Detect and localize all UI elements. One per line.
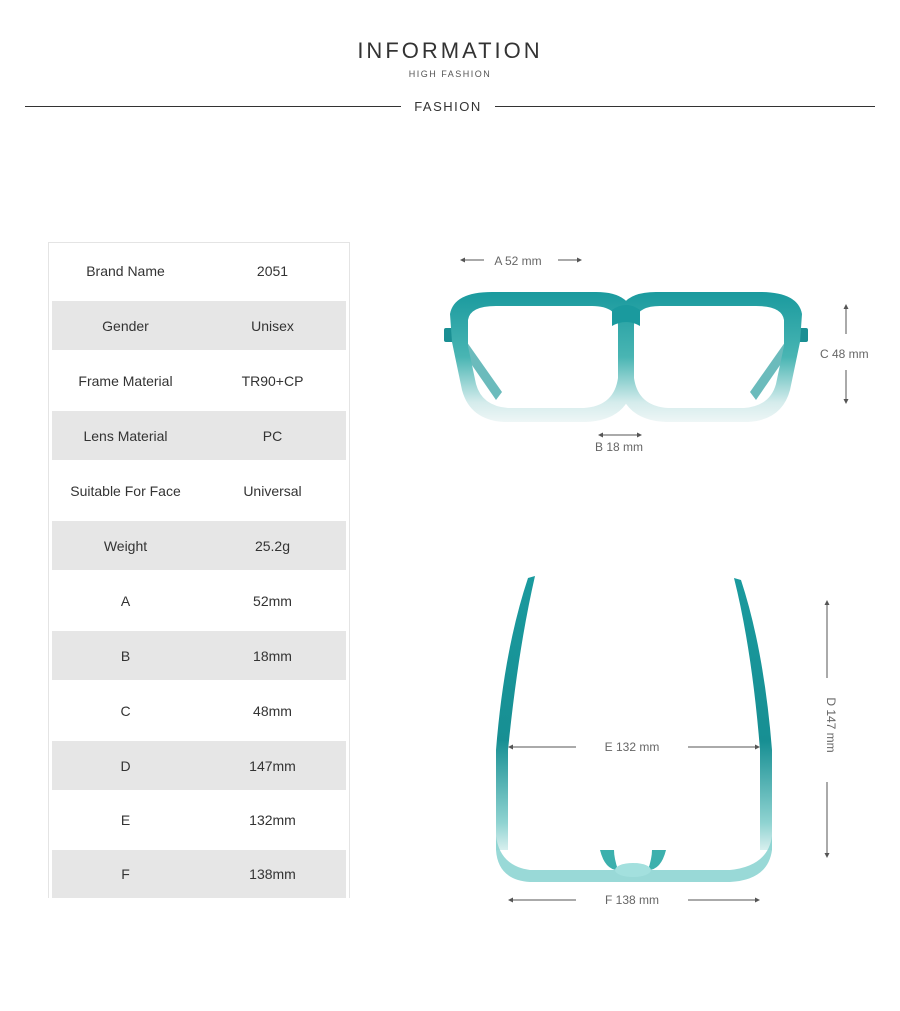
spec-value: 25.2g	[254, 537, 291, 554]
dimension-e-label: E 132 mm	[604, 740, 660, 754]
dimension-b-label: B 18 mm	[594, 440, 644, 454]
dimension-d-label: D 147 mm	[824, 697, 838, 753]
table-row	[49, 243, 349, 298]
table-row	[49, 518, 349, 573]
glasses-front-view	[444, 254, 869, 454]
spec-label: D	[120, 757, 131, 774]
page-subtitle: HIGH FASHION	[408, 69, 492, 79]
spec-table	[48, 242, 350, 898]
table-row	[49, 573, 349, 628]
spec-value: 132mm	[249, 812, 296, 828]
spec-value: Unisex	[251, 317, 294, 334]
spec-label: Weight	[103, 537, 148, 554]
table-row	[49, 793, 349, 847]
table-row	[49, 738, 349, 793]
spec-label: E	[120, 812, 131, 828]
divider-right	[495, 106, 875, 107]
spec-label: F	[121, 866, 130, 882]
spec-label: Lens Material	[83, 427, 168, 444]
spec-value: 18mm	[253, 647, 292, 664]
spec-label: B	[120, 647, 131, 664]
glasses-top-view	[496, 576, 838, 907]
spec-value: 138mm	[249, 866, 296, 882]
spec-value: 48mm	[253, 702, 292, 719]
spec-value: PC	[262, 427, 283, 444]
spec-value: 2051	[256, 262, 289, 279]
spec-label: Frame Material	[78, 372, 173, 389]
table-row	[49, 847, 349, 901]
table-row	[49, 298, 349, 353]
spec-label: A	[120, 592, 131, 609]
divider-left	[25, 106, 401, 107]
dimension-f-label: F 138 mm	[604, 893, 660, 907]
spec-label: Brand Name	[86, 262, 165, 279]
spec-label: Gender	[102, 317, 149, 334]
spec-label: C	[120, 702, 131, 719]
spec-value: 147mm	[249, 757, 296, 774]
table-row	[49, 353, 349, 408]
spec-value: TR90+CP	[241, 372, 304, 389]
spec-label: Suitable For Face	[70, 482, 181, 499]
table-row	[49, 408, 349, 463]
spec-value: Universal	[243, 482, 302, 499]
glasses-diagram	[400, 230, 900, 930]
section-label: FASHION	[414, 99, 482, 114]
dimension-c-label: C 48 mm	[820, 347, 869, 361]
table-row	[49, 628, 349, 683]
dimension-a-label: A 52 mm	[494, 254, 542, 268]
table-row	[49, 463, 349, 518]
page-title: INFORMATION	[357, 38, 543, 63]
spec-value: 52mm	[253, 592, 292, 609]
table-row	[49, 683, 349, 738]
